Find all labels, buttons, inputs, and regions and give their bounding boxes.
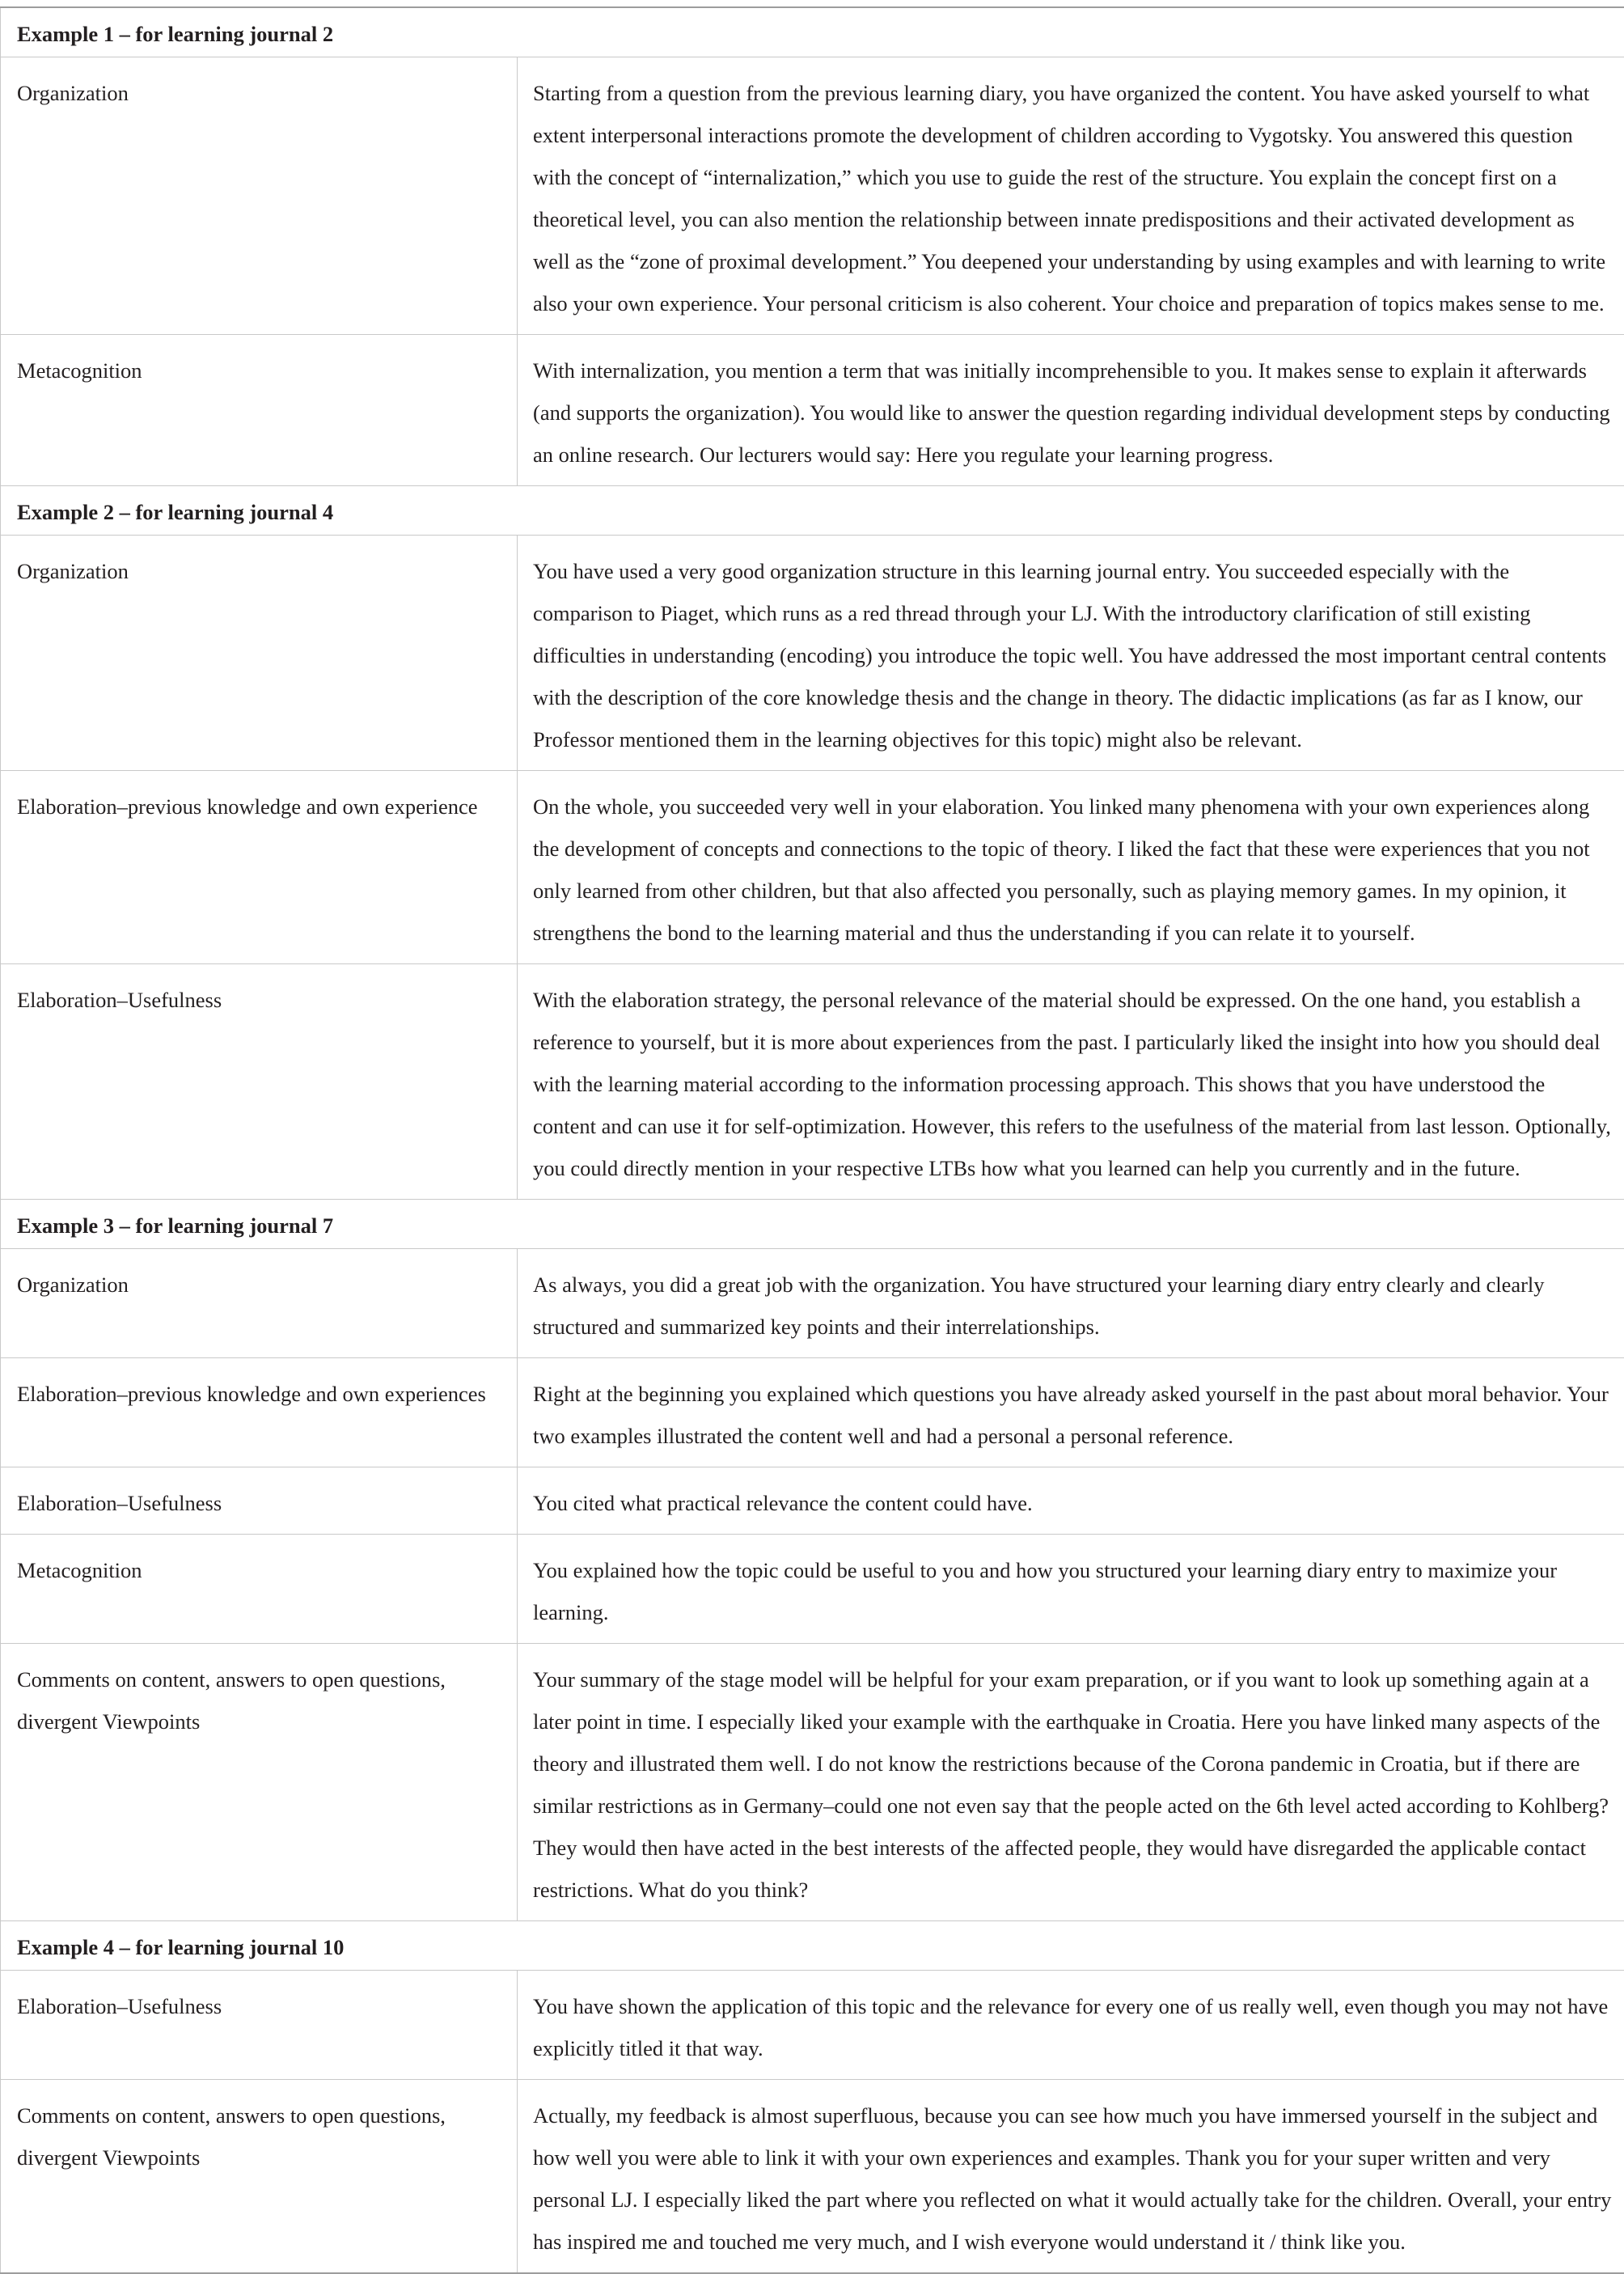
feedback-cell: You cited what practical relevance the content could have. bbox=[518, 1467, 1624, 1535]
table-row bbox=[1, 335, 1624, 486]
section-header-row bbox=[1, 1921, 1624, 1971]
criterion-cell: Metacognition bbox=[1, 335, 518, 486]
section-title: Example 2 – for learning journal 4 bbox=[1, 486, 1624, 536]
table-row bbox=[1, 1971, 1624, 2080]
feedback-cell: With the elaboration strategy, the personal relevance of the material should be expressed. On the one hand, you establish a reference to yourself, but it is more about experiences from the past. I particularly liked the insight into how you should deal with the learning material according to the information processing approach. This shows that you have understood the content and can use it for self-optimization. However, this refers to the usefulness of the material from last lesson. Optionally, you could directly mention in your respective LTBs how what you learned can help you currently and in the future. bbox=[518, 964, 1624, 1200]
section-title: Example 3 – for learning journal 7 bbox=[1, 1200, 1624, 1249]
criterion-cell: Comments on content, answers to open questions, divergent Viewpoints bbox=[1, 2080, 518, 2274]
table-row bbox=[1, 536, 1624, 771]
feedback-cell: Right at the beginning you explained which questions you have already asked yourself in the past about moral behavior. Your two examples illustrated the content well and had a personal a personal reference. bbox=[518, 1358, 1624, 1467]
section-title: Example 4 – for learning journal 10 bbox=[1, 1921, 1624, 1971]
feedback-cell: You have used a very good organization structure in this learning journal entry. You succeeded especially with the comparison to Piaget, which runs as a red thread through your LJ. With the introductory clarification of still existing difficulties in understanding (encoding) you introduce the topic well. You have addressed the most important central contents with the description of the core knowledge thesis and the change in theory. The didactic implications (as far as I know, our Professor mentioned them in the learning objectives for this topic) might also be relevant. bbox=[518, 536, 1624, 771]
criterion-cell: Elaboration–Usefulness bbox=[1, 1971, 518, 2080]
table-row bbox=[1, 57, 1624, 335]
criterion-cell: Elaboration–Usefulness bbox=[1, 964, 518, 1200]
criterion-cell: Elaboration–previous knowledge and own experiences bbox=[1, 1358, 518, 1467]
feedback-cell: Actually, my feedback is almost superfluous, because you can see how much you have immersed yourself in the subject and how well you were able to link it with your own experiences and examples. Thank you for your super written and very personal LJ. I especially liked the part where you reflected on what it would actually take for the children. Overall, your entry has inspired me and touched me very much, and I wish everyone would understand it / think like you. bbox=[518, 2080, 1624, 2274]
section-title: Example 1 – for learning journal 2 bbox=[1, 7, 1624, 57]
table-row bbox=[1, 771, 1624, 964]
table-row bbox=[1, 2080, 1624, 2274]
section-header-row bbox=[1, 486, 1624, 536]
table-row bbox=[1, 964, 1624, 1200]
criterion-cell: Organization bbox=[1, 536, 518, 771]
feedback-cell: You have shown the application of this topic and the relevance for every one of us really well, even though you may not have explicitly titled it that way. bbox=[518, 1971, 1624, 2080]
feedback-table bbox=[0, 6, 1624, 2274]
feedback-cell: Your summary of the stage model will be helpful for your exam preparation, or if you want to look up something again at a later point in time. I especially liked your example with the earthquake in Croatia. Here you have linked many aspects of the theory and illustrated them well. I do not know the restrictions because of the Corona pandemic in Croatia, but if there are similar restrictions as in Germany–could one not even say that the people acted on the 6th level acted according to Kohlberg? They would then have acted in the best interests of the affected people, they would have disregarded the applicable contact restrictions. What do you think? bbox=[518, 1644, 1624, 1921]
table-row bbox=[1, 1249, 1624, 1358]
criterion-cell: Comments on content, answers to open questions, divergent Viewpoints bbox=[1, 1644, 518, 1921]
feedback-cell: As always, you did a great job with the organization. You have structured your learning diary entry clearly and clearly structured and summarized key points and their interrelationships. bbox=[518, 1249, 1624, 1358]
table-row bbox=[1, 1467, 1624, 1535]
section-header-row bbox=[1, 1200, 1624, 1249]
table-row bbox=[1, 1535, 1624, 1644]
feedback-cell: With internalization, you mention a term that was initially incomprehensible to you. It makes sense to explain it afterwards (and supports the organization). You would like to answer the question regarding individual development steps by conducting an online research. Our lecturers would say: Here you regulate your learning progress. bbox=[518, 335, 1624, 486]
feedback-table-container bbox=[0, 6, 1624, 2239]
criterion-cell: Metacognition bbox=[1, 1535, 518, 1644]
feedback-cell: You explained how the topic could be useful to you and how you structured your learning diary entry to maximize your learning. bbox=[518, 1535, 1624, 1644]
table-row bbox=[1, 1358, 1624, 1467]
feedback-cell: On the whole, you succeeded very well in your elaboration. You linked many phenomena with your own experiences along the development of concepts and connections to the topic of theory. I liked the fact that these were experiences that you not only learned from other children, but that also affected you personally, such as playing memory games. In my opinion, it strengthens the bond to the learning material and thus the understanding if you can relate it to yourself. bbox=[518, 771, 1624, 964]
criterion-cell: Organization bbox=[1, 1249, 518, 1358]
feedback-cell: Starting from a question from the previous learning diary, you have organized the content. You have asked yourself to what extent interpersonal interactions promote the development of children according to Vygotsky. You answered this question with the concept of “internalization,” which you use to guide the rest of the structure. You explain the concept first on a theoretical level, you can also mention the relationship between innate predispositions and their activated development as well as the “zone of proximal development.” You deepened your understanding by using examples and with learning to write also your own experience. Your personal criticism is also coherent. Your choice and preparation of topics makes sense to me. bbox=[518, 57, 1624, 335]
table-row bbox=[1, 1644, 1624, 1921]
criterion-cell: Organization bbox=[1, 57, 518, 335]
criterion-cell: Elaboration–Usefulness bbox=[1, 1467, 518, 1535]
criterion-cell: Elaboration–previous knowledge and own experience bbox=[1, 771, 518, 964]
section-header-row bbox=[1, 7, 1624, 57]
